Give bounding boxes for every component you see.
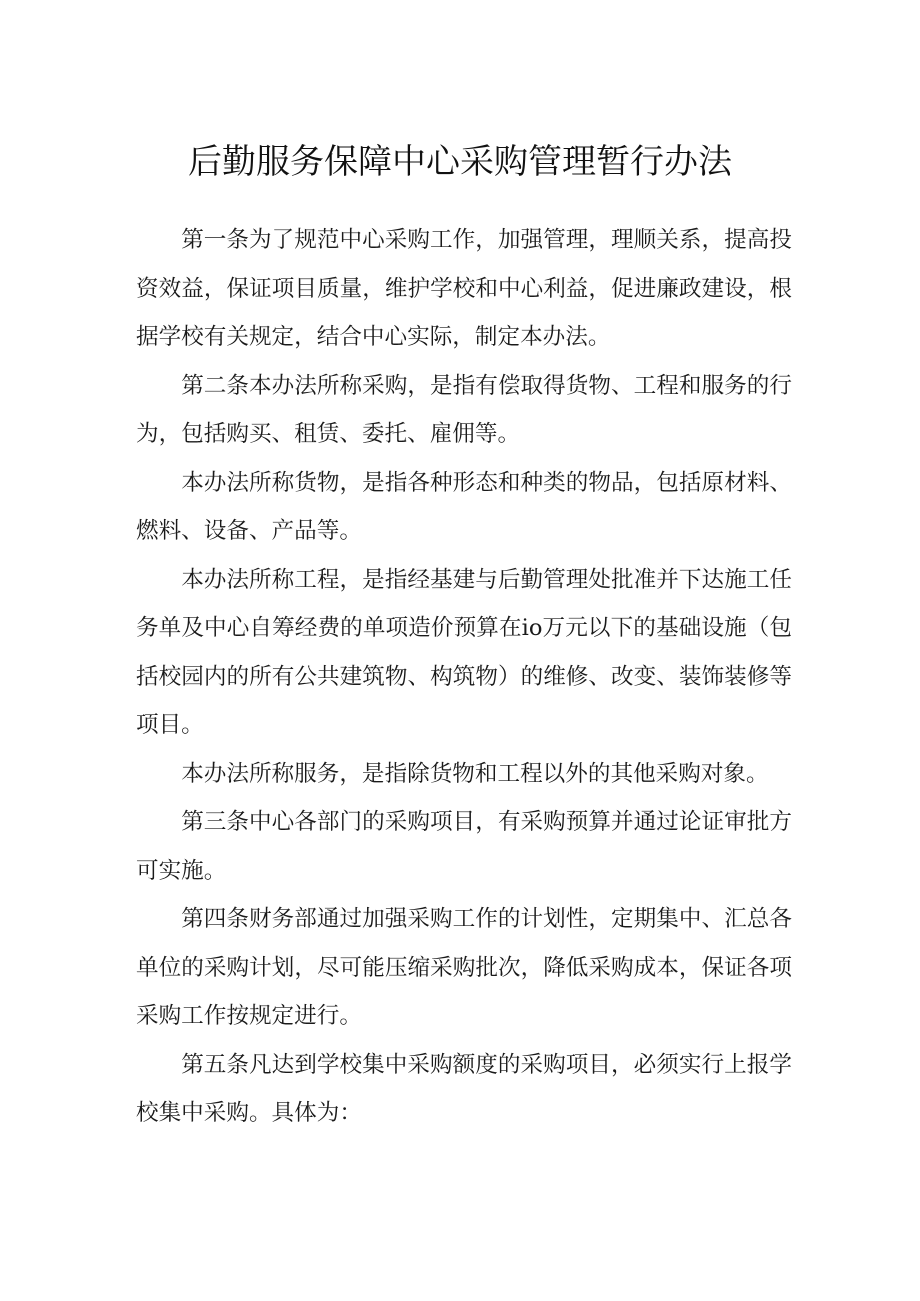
paragraph-article-5: 第五条凡达到学校集中采购额度的采购项目，必须实行上报学校集中采购。具体为：	[136, 1051, 792, 1126]
paragraph-works-definition: 本办法所称工程，是指经基建与后勤管理处批准并下达施工任务单及中心自筹经费的单项造价预算在io万元以下的基础设施（包括校园内的所有公共建筑物、构筑物）的维修、改变、装饰装修等项目。	[136, 566, 792, 738]
paragraph-article-4: 第四条财务部通过加强采购工作的计划性，定期集中、汇总各单位的采购计划，尽可能压缩采购批次，降低采购成本，保证各项采购工作按规定进行。	[136, 906, 792, 1029]
paragraph-services-definition: 本办法所称服务，是指除货物和工程以外的其他采购对象。	[181, 760, 769, 787]
paragraph-article-2: 第二条本办法所称采购，是指有偿取得货物、工程和服务的行为，包括购买、租赁、委托、雇佣等。	[136, 372, 792, 447]
paragraph-article-1: 第一条为了规范中心采购工作，加强管理，理顺关系，提高投资效益，保证项目质量，维护学校和中心利益，促进廉政建设，根据学校有关规定，结合中心实际，制定本办法。	[136, 227, 792, 350]
document-title: 后勤服务保障中心采购管理暂行办法	[188, 142, 732, 182]
document-body	[136, 216, 792, 1138]
paragraph-goods-definition: 本办法所称货物，是指各种形态和种类的物品，包括原材料、燃料、设备、产品等。	[136, 469, 792, 544]
paragraph-article-3: 第三条中心各部门的采购项目，有采购预算并通过论证审批方可实施。	[136, 809, 792, 884]
